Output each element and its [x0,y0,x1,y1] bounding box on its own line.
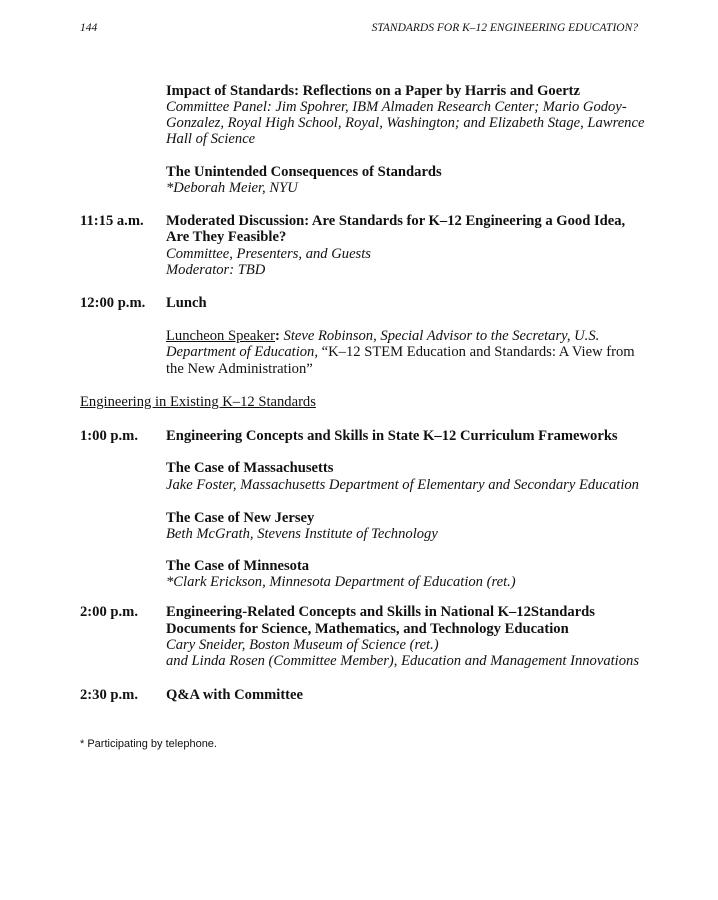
luncheon-speaker-label: Luncheon Speaker [166,328,276,344]
session-title-frameworks: Engineering Concepts and Skills in State K–12 Curriculum Frameworks [166,428,618,444]
luncheon-talk-title: “K–12 STEM Education and Standards: A View from [318,344,635,360]
session-speaker: and Linda Rosen (Committee Member), Education and Management Innovations [166,653,639,669]
luncheon-speaker-affiliation: Department of Education, [166,344,318,360]
luncheon-talk-title-cont: the New Administration” [166,361,313,377]
case-speaker: Beth McGrath, Stevens Institute of Technology [166,526,438,542]
case-title: The Case of New Jersey [166,510,315,526]
session-time: 2:30 p.m. [80,687,138,703]
case-speaker: *Clark Erickson, Minnesota Department of Education (ret.) [166,574,516,590]
session-participants: Committee, Presenters, and Guests [166,246,371,262]
session-title-national: Engineering-Related Concepts and Skills in National K–12Standards [166,604,595,620]
session-title-unintended: The Unintended Consequences of Standards [166,164,442,180]
section-heading: Engineering in Existing K–12 Standards [80,394,316,410]
case-title: The Case of Massachusetts [166,460,334,476]
session-speaker: Cary Sneider, Boston Museum of Science (ret.) [166,637,439,653]
session-title-national-cont: Documents for Science, Mathematics, and Technology Education [166,621,569,637]
case-speaker: Jake Foster, Massachusetts Department of Elementary and Secondary Education [166,477,639,493]
session-title-qa: Q&A with Committee [166,687,303,703]
session-time: 11:15 a.m. [80,213,144,229]
session-title-impact: Impact of Standards: Reflections on a Paper by Harris and Goertz [166,83,581,99]
running-header [80,20,638,36]
session-panel-line: Hall of Science [166,131,256,147]
session-time: 2:00 p.m. [80,604,138,620]
session-time: 12:00 p.m. [80,295,146,311]
session-panel-line: Gonzalez, Royal High School, Royal, Washington; and Elizabeth Stage, Lawrence [166,115,645,131]
session-panel-line: Committee Panel: Jim Spohrer, IBM Almaden Research Center; Mario Godoy- [166,99,627,115]
luncheon-speaker-name: Steve Robinson, Special Advisor to the Secretary, U.S. [279,328,600,344]
page-number: 144 [80,22,98,34]
running-title: STANDARDS FOR K–12 ENGINEERING EDUCATION? [371,22,638,34]
session-time: 1:00 p.m. [80,428,138,444]
footnote: * Participating by telephone. [80,738,217,750]
session-title-lunch: Lunch [166,295,207,311]
session-moderator: Moderator: TBD [166,262,266,278]
luncheon-talk-line [166,344,635,360]
luncheon-speaker-colon: : [275,328,280,344]
session-title-moderated-cont: Are They Feasible? [166,229,287,245]
session-title-moderated: Moderated Discussion: Are Standards for K–12 Engineering a Good Idea, [166,213,626,229]
luncheon-speaker-line [166,328,599,344]
session-speaker: *Deborah Meier, NYU [166,180,298,196]
case-title: The Case of Minnesota [166,558,310,574]
